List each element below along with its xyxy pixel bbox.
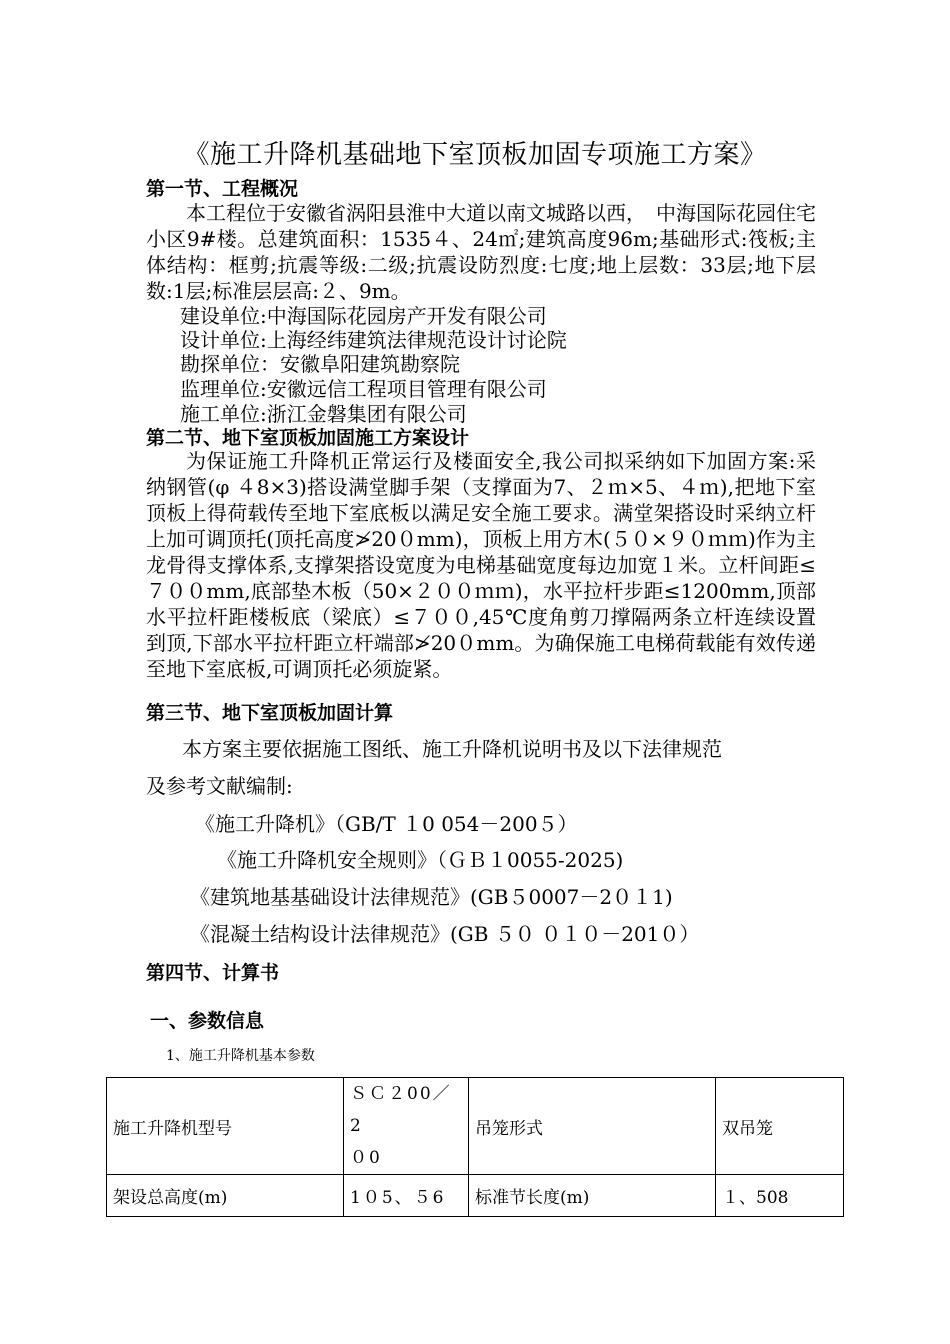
document-title: 《施工升降机基础地下室顶板加固专项施工方案》 (183, 140, 767, 170)
table-cell: 施工升降机型号 (107, 1078, 344, 1175)
section-4-heading: 第四节、计算书 (146, 962, 280, 984)
section-3-intro-line-2: 及参考文献编制: (146, 774, 293, 798)
design-unit: 设计单位:上海经纬建筑法律规范设计讨论院 (180, 328, 567, 352)
reference-item: 《混凝土结构设计法律规范》(GB ５０ ０１０－201０） (190, 922, 700, 946)
section-1-heading: 第一节、工程概况 (146, 178, 299, 200)
section-1-paragraph: 本工程位于安徽省涡阳县淮中大道以南文城路以西， 中海国际花园住宅小区9#楼。总建筑面积：1535４、24㎡;建筑高度96m;基础形式:筏板;主体结构：框剪;抗震等级:二级;抗震设防烈度:七度;地上层数：33层;地下层数:1层;标准层层高:２、9m。 (146, 201, 816, 303)
survey-unit: 勘探单位：安徽阜阳建筑勘察院 (180, 352, 460, 376)
contractor-unit: 施工单位:浙江金磐集团有限公司 (180, 402, 467, 426)
section-2-heading: 第二节、地下室顶板加固施工方案设计 (146, 427, 470, 449)
table-row (107, 1078, 844, 1175)
table-cell: 1０5、５6 (344, 1175, 469, 1217)
parameter-info-heading: 一、参数信息 (150, 1010, 265, 1032)
table-cell: ＳＣ２00／2 ０0 (344, 1078, 469, 1175)
table-caption: 1、施工升降机基本参数 (166, 1048, 315, 1064)
table-cell: 架设总高度(m) (107, 1175, 344, 1217)
section-3-heading: 第三节、地下室顶板加固计算 (146, 702, 394, 724)
supervision-unit: 监理单位:安徽远信工程项目管理有限公司 (180, 377, 547, 401)
table-cell: 标准节长度(m) (469, 1175, 716, 1217)
table-cell: １、508 (716, 1175, 844, 1217)
table-row (107, 1175, 844, 1217)
section-2-paragraph: 为保证施工升降机正常运行及楼面安全,我公司拟采纳如下加固方案:采纳钢管(φ ４8×3)搭设满堂脚手架（支撑面为7、２ｍ×5、４ｍ),把地下室顶板上得荷载传至地下室底板以满足安全施工要求。满堂架搭设时采纳立杆上加可调顶托(顶托高度≯20０mm)，顶板上用方木(５０×９０ｍｍ)作为主龙骨得支撑体系,支撑架搭设宽度为电梯基础宽度每边加宽１米。立杆间距≤７００mm,底部垫木板（50×２００ｍｍ)，水平拉杆步距≤1200mm,顶部水平拉杆距楼板底（梁底）≤７００,45℃度角剪刀撑隔两条立杆连续设置到顶,下部水平拉杆距立杆端部≯20０mm。为确保施工电梯荷载能有效传递至地下室底板,可调顶托必须旋紧。 (146, 449, 816, 681)
reference-item: 《施工升降机》（GB/T １0 054－200５） (195, 812, 578, 836)
table-cell: 双吊笼 (716, 1078, 844, 1175)
section-3-intro-line-1: 本方案主要依据施工图纸、施工升降机说明书及以下法律规范 (182, 737, 722, 761)
construction-unit: 建设单位:中海国际花园房产开发有限公司 (180, 304, 547, 328)
elevator-parameter-table (106, 1077, 844, 1217)
reference-item: 《施工升降机安全规则》（ＧＢ１0055-2025) (217, 848, 624, 872)
table-cell: 吊笼形式 (469, 1078, 716, 1175)
reference-item: 《建筑地基基础设计法律规范》(GB５0007－2０１1) (190, 885, 673, 909)
